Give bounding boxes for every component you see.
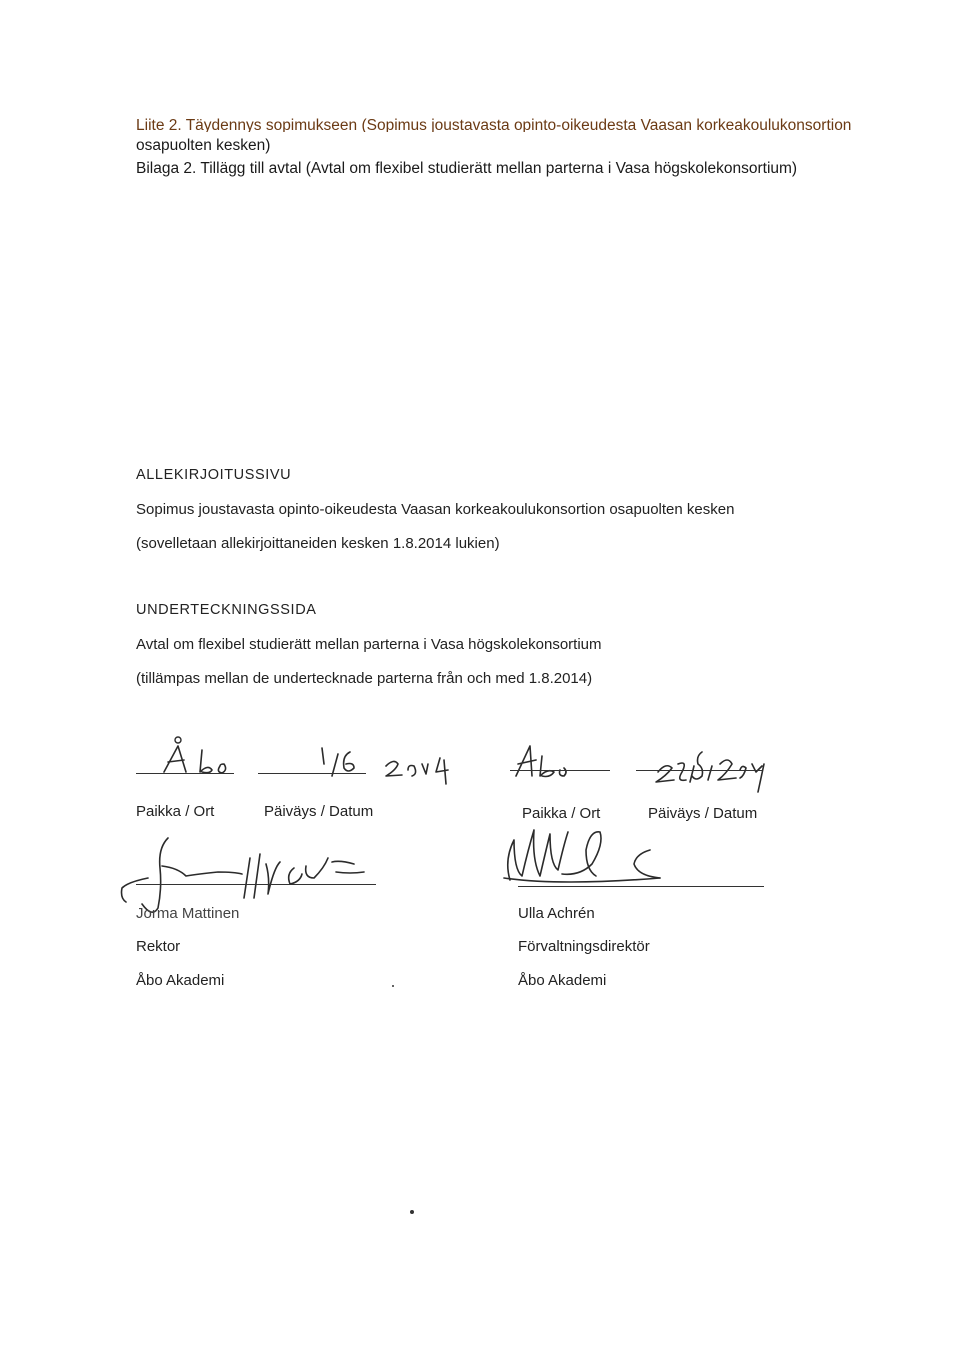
left-place-line (136, 773, 234, 774)
swedish-agreement: Avtal om flexibel studierätt mellan parterna i Vasa högskolekonsortium (136, 636, 602, 653)
left-title: Rektor (136, 938, 181, 955)
header-line-3: Bilaga 2. Tillägg till avtal (Avtal om flexibel studierätt mellan parterna i Vasa högskolekonsortium) (136, 160, 798, 177)
swedish-applies: (tillämpas mellan de undertecknade parterna från och med 1.8.2014) (136, 670, 593, 687)
right-signature-line (518, 886, 764, 887)
right-title: Förvaltningsdirektör (518, 938, 650, 955)
left-place-label: Paikka / Ort (136, 803, 215, 820)
left-signature-line (136, 884, 376, 885)
right-date-line (636, 770, 762, 771)
finnish-applies: (sovelletaan allekirjoittaneiden kesken 1.8.2014 lukien) (136, 535, 500, 552)
swedish-heading: UNDERTECKNINGSSIDA (136, 602, 317, 618)
right-name: Ulla Achrén (518, 905, 595, 922)
speck (410, 1210, 414, 1214)
speck (392, 985, 394, 987)
finnish-agreement: Sopimus joustavasta opinto-oikeudesta Vaasan korkeakoulukonsortion osapuolten kesken (136, 501, 735, 518)
right-organization: Åbo Akademi (518, 972, 607, 989)
left-signature (118, 818, 408, 918)
right-signature (500, 820, 700, 890)
left-name: Jorma Mattinen (136, 905, 240, 922)
left-handwritten-place-date (150, 728, 470, 798)
finnish-heading: ALLEKIRJOITUSSIVU (136, 467, 292, 483)
left-date-label: Päiväys / Datum (264, 803, 374, 820)
header-line-2: osapuolten kesken) (136, 137, 271, 154)
right-place-line (510, 770, 610, 771)
left-date-line (258, 773, 366, 774)
left-organization: Åbo Akademi (136, 972, 225, 989)
right-place-label: Paikka / Ort (522, 805, 601, 822)
right-date-label: Päiväys / Datum (648, 805, 758, 822)
header-line-1: Liite 2. Täydennys sopimukseen (Sopimus joustavasta opinto-oikeudesta Vaasan korkeakoulukonsortion (136, 117, 852, 132)
